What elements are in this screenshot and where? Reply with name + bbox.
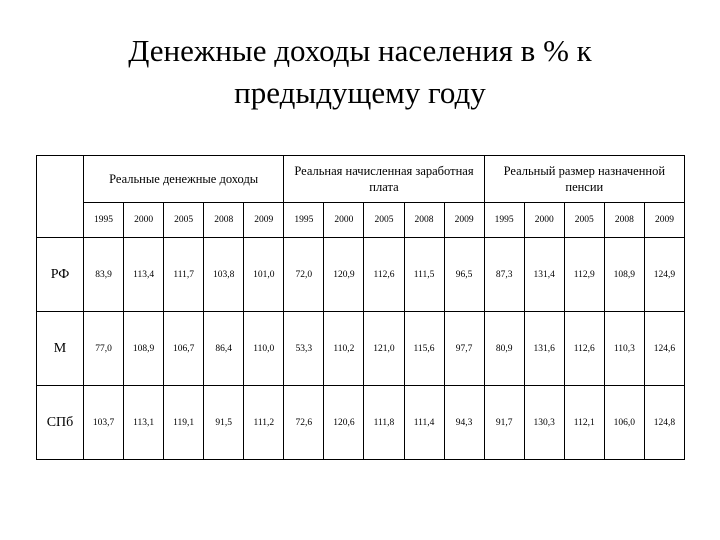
table-cell: 111,8 <box>364 386 404 460</box>
region-label: РФ <box>37 238 84 312</box>
table-cell: 103,7 <box>84 386 124 460</box>
table-cell: 121,0 <box>364 312 404 386</box>
region-label: М <box>37 312 84 386</box>
table-cell: 131,6 <box>524 312 564 386</box>
table-cell: 77,0 <box>84 312 124 386</box>
year-header: 1995 <box>284 203 324 238</box>
income-table <box>36 155 685 460</box>
year-header: 1995 <box>484 203 524 238</box>
year-header: 2008 <box>404 203 444 238</box>
group-header: Реальная начисленная заработная плата <box>284 156 484 203</box>
table-cell: 111,2 <box>244 386 284 460</box>
year-header: 2000 <box>124 203 164 238</box>
group-header-row <box>37 156 685 203</box>
group-header: Реальные денежные доходы <box>84 156 284 203</box>
table-cell: 115,6 <box>404 312 444 386</box>
table-cell: 106,0 <box>604 386 644 460</box>
table-cell: 108,9 <box>124 312 164 386</box>
table-cell: 113,1 <box>124 386 164 460</box>
table-cell: 83,9 <box>84 238 124 312</box>
table-cell: 91,7 <box>484 386 524 460</box>
table-cell: 53,3 <box>284 312 324 386</box>
year-header: 2005 <box>564 203 604 238</box>
table-cell: 124,8 <box>644 386 684 460</box>
table-cell: 111,5 <box>404 238 444 312</box>
year-header-row <box>37 203 685 238</box>
table-cell: 112,1 <box>564 386 604 460</box>
table-row <box>37 386 685 460</box>
table-cell: 106,7 <box>164 312 204 386</box>
year-header: 2008 <box>204 203 244 238</box>
year-header: 2009 <box>444 203 484 238</box>
table-cell: 120,9 <box>324 238 364 312</box>
table-cell: 110,0 <box>244 312 284 386</box>
table-row <box>37 238 685 312</box>
table-cell: 112,9 <box>564 238 604 312</box>
year-header: 2009 <box>644 203 684 238</box>
table-cell: 124,6 <box>644 312 684 386</box>
year-header: 2008 <box>604 203 644 238</box>
group-header: Реальный размер назначенной пенсии <box>484 156 684 203</box>
table-cell: 103,8 <box>204 238 244 312</box>
table-cell: 101,0 <box>244 238 284 312</box>
table-cell: 131,4 <box>524 238 564 312</box>
year-header: 2000 <box>524 203 564 238</box>
table-cell: 91,5 <box>204 386 244 460</box>
table-cell: 111,7 <box>164 238 204 312</box>
table-cell: 119,1 <box>164 386 204 460</box>
table-cell: 130,3 <box>524 386 564 460</box>
table-cell: 124,9 <box>644 238 684 312</box>
table-cell: 86,4 <box>204 312 244 386</box>
table-cell: 80,9 <box>484 312 524 386</box>
year-header: 1995 <box>84 203 124 238</box>
title-line-1: Денежные доходы населения в % к <box>128 33 592 68</box>
table-cell: 113,4 <box>124 238 164 312</box>
table-cell: 108,9 <box>604 238 644 312</box>
table-cell: 112,6 <box>564 312 604 386</box>
table-cell: 112,6 <box>364 238 404 312</box>
year-header: 2009 <box>244 203 284 238</box>
table-cell: 97,7 <box>444 312 484 386</box>
table-cell: 87,3 <box>484 238 524 312</box>
table-cell: 111,4 <box>404 386 444 460</box>
corner-cell <box>37 156 84 238</box>
table-cell: 96,5 <box>444 238 484 312</box>
year-header: 2005 <box>164 203 204 238</box>
year-header: 2005 <box>364 203 404 238</box>
table-row <box>37 312 685 386</box>
title-line-2: предыдущему году <box>234 75 486 110</box>
page-title <box>60 30 660 114</box>
year-header: 2000 <box>324 203 364 238</box>
table-cell: 94,3 <box>444 386 484 460</box>
table-cell: 110,2 <box>324 312 364 386</box>
region-label: СПб <box>37 386 84 460</box>
table-cell: 110,3 <box>604 312 644 386</box>
table-cell: 120,6 <box>324 386 364 460</box>
table-cell: 72,6 <box>284 386 324 460</box>
table-cell: 72,0 <box>284 238 324 312</box>
